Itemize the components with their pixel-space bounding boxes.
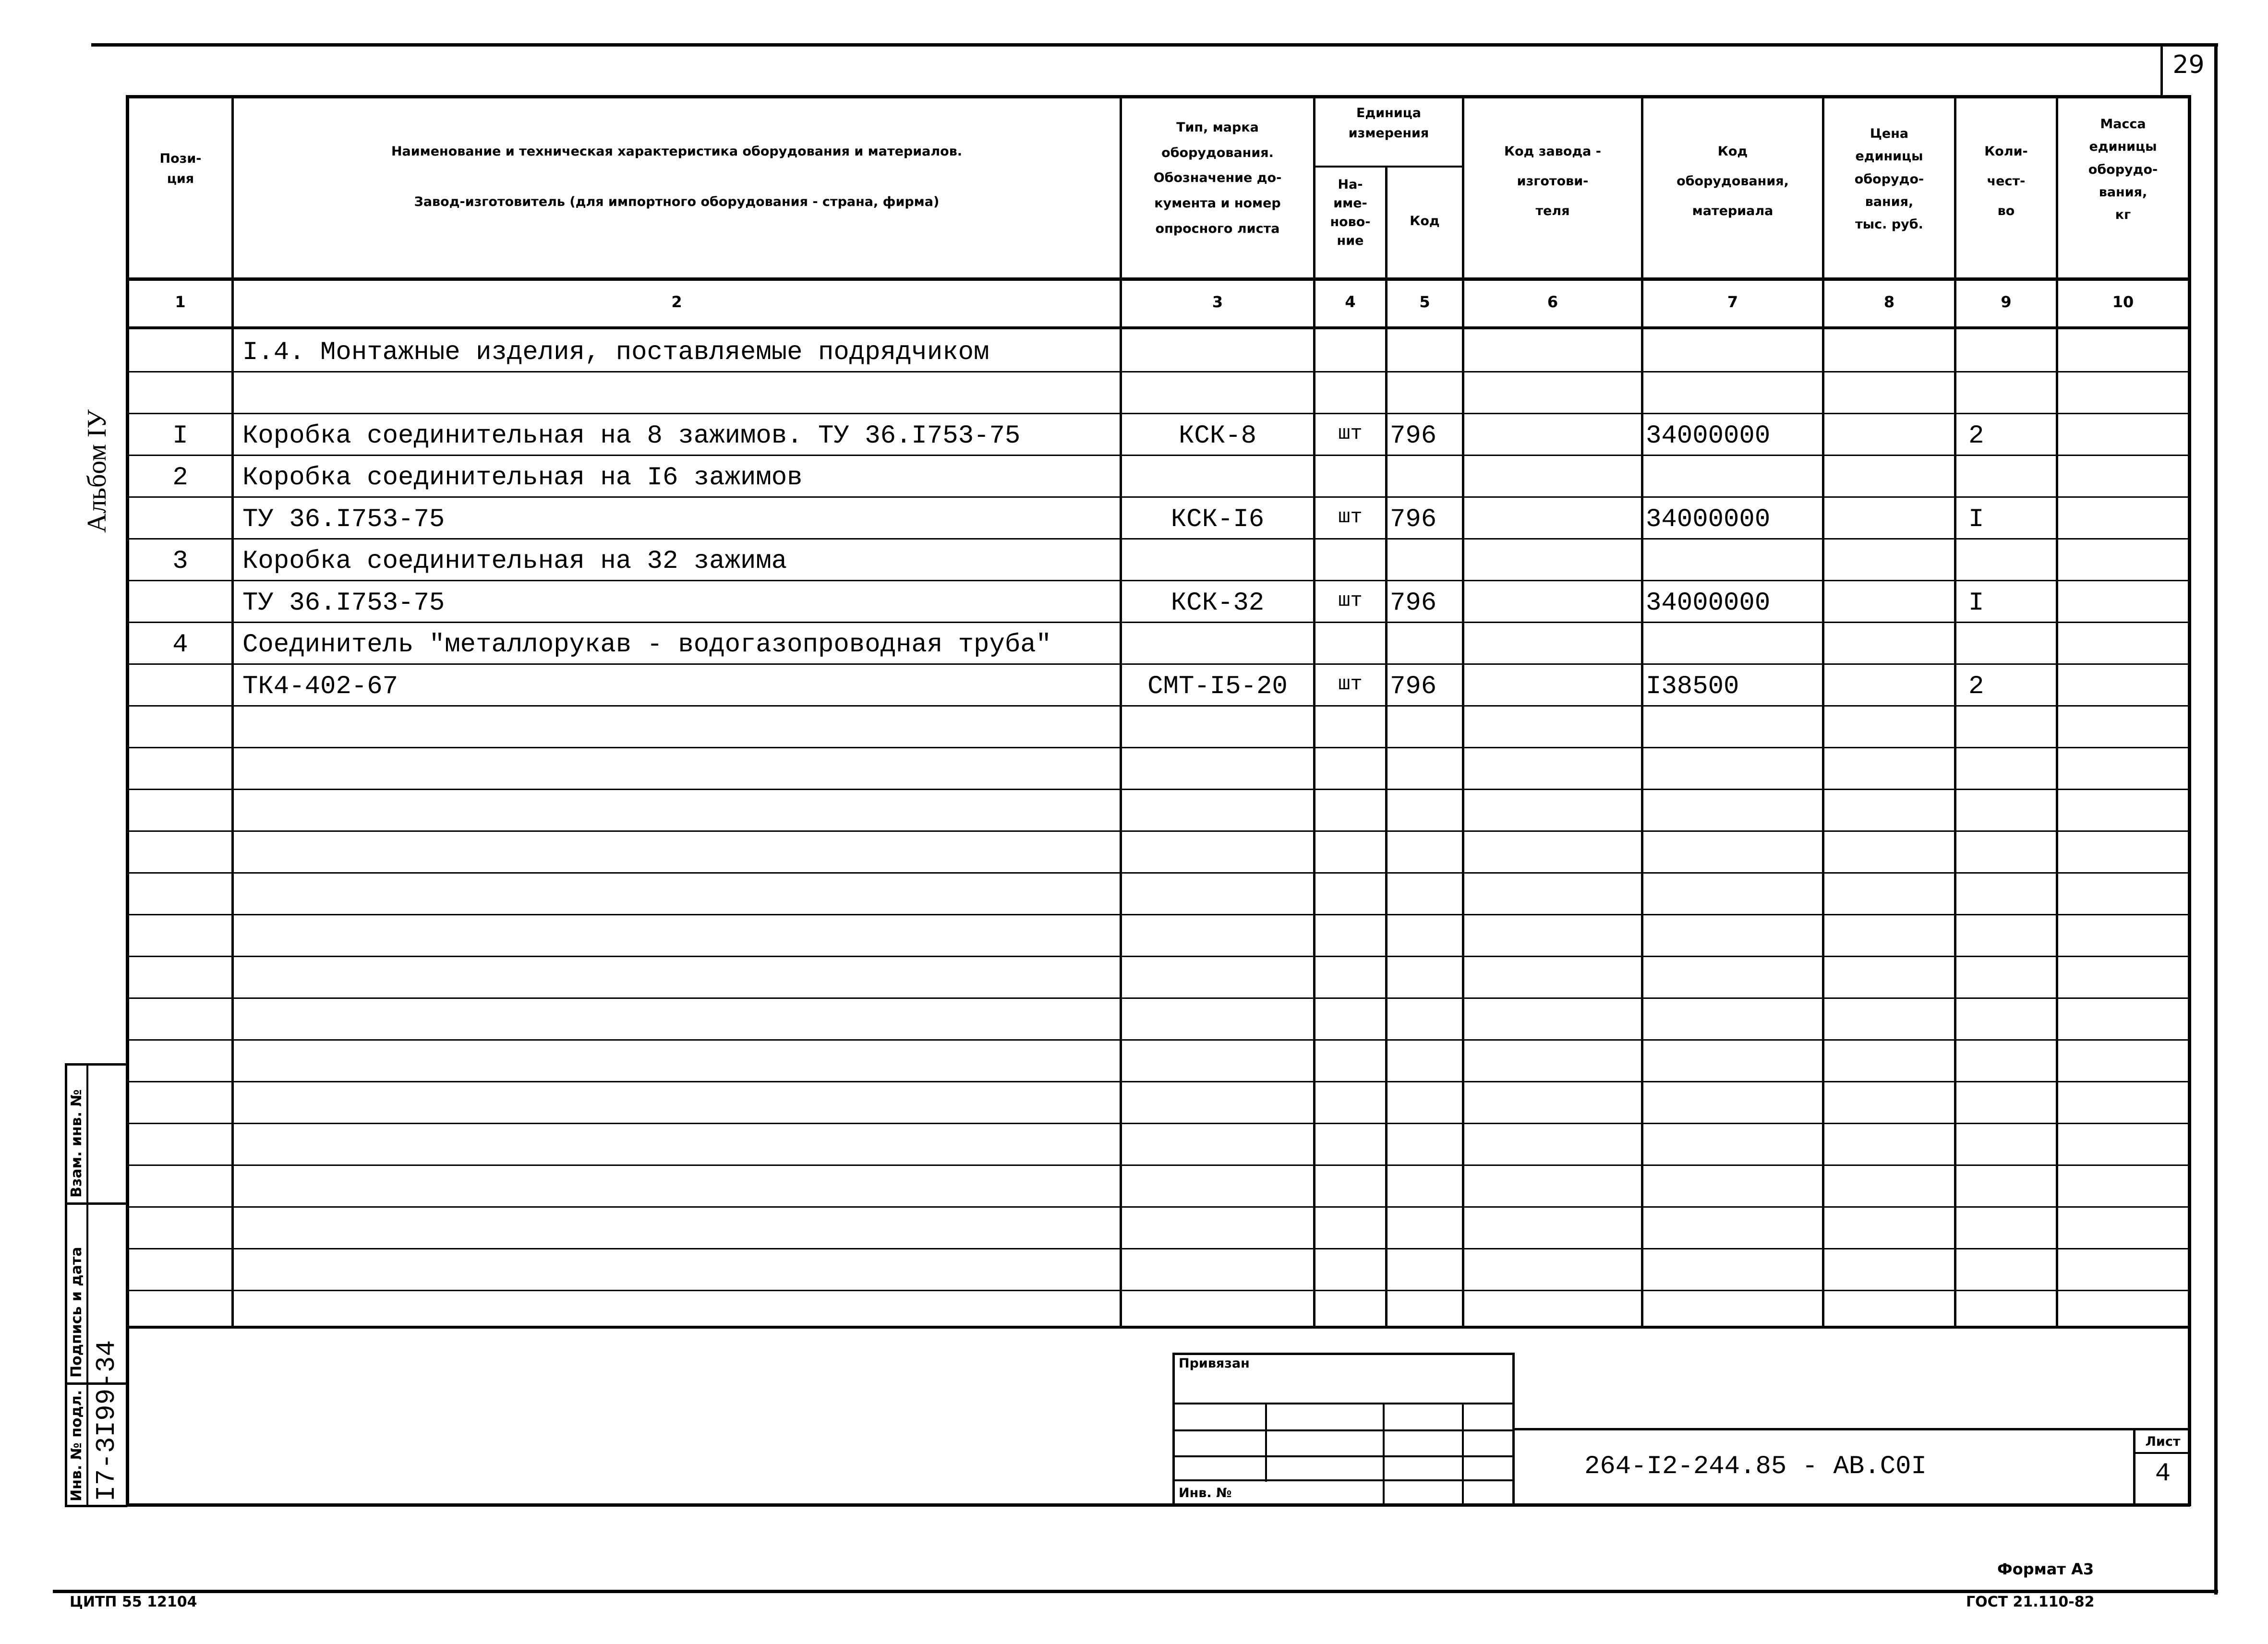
header-col-2-line-2: Завод-изготовитель (для импортного оборудования - страна, фирма) (414, 194, 940, 209)
row-cell-unit: шт (1338, 422, 1363, 445)
row-line (126, 580, 2190, 581)
col-number-8: 8 (1883, 293, 1895, 311)
row-cell-type: СМТ-I5-20 (1147, 672, 1288, 701)
album-label: Альбом IУ (82, 409, 112, 533)
header-unit-group: Единица измерения (1348, 106, 1429, 141)
row-line (126, 1039, 2190, 1041)
row-line (126, 1206, 2190, 1208)
row-cell-code: 796 (1390, 421, 1437, 451)
row-cell-pos: 4 (172, 630, 188, 660)
col-line-2 (1120, 95, 1122, 1329)
table-right-border (2188, 95, 2191, 1506)
row-cell-code: 796 (1390, 588, 1437, 618)
margin-box-inner-line (86, 1063, 88, 1507)
title-block-line (1512, 1428, 2190, 1430)
col-line-1 (231, 95, 234, 1329)
header-col-10: Масса единицы оборудо- вания, кг (2088, 117, 2158, 222)
row-cell-name: I.4. Монтажные изделия, поставляемые подрядчиком (242, 338, 989, 367)
header-col-5: Код (1410, 214, 1440, 228)
stamp-top-line (1172, 1353, 1513, 1355)
table-bottom-line (126, 1326, 2190, 1329)
col-number-10: 10 (2112, 293, 2134, 311)
row-cell-name: Коробка соединительная на 8 зажимов. ТУ 36.I753-75 (242, 421, 1021, 451)
row-cell-qty: I (1968, 588, 1984, 618)
col-line-8 (1954, 95, 1956, 1329)
frame-top-line (91, 43, 2218, 47)
header-col-3: Тип, марка оборудования. Обозначение до- кумента и номер опросного листа (1153, 120, 1282, 236)
row-cell-name: ТУ 36.I753-75 (242, 505, 445, 534)
row-cell-unit: шт (1338, 505, 1363, 528)
row-line (126, 538, 2190, 540)
col-number-2: 2 (671, 293, 682, 311)
col-number-3: 3 (1212, 293, 1223, 311)
table-header-bottom-line (126, 277, 2190, 281)
row-cell-name: Коробка соединительная на 32 зажима (242, 547, 787, 576)
row-cell-qty: 2 (1968, 672, 1984, 701)
col-number-6: 6 (1547, 293, 1558, 311)
header-col-7: Код оборудования, материала (1677, 144, 1789, 219)
row-line (126, 830, 2190, 832)
row-line (126, 914, 2190, 915)
margin-box-left (65, 1063, 67, 1507)
header-col-8: Цена единицы оборудо- вания, тыс. руб. (1854, 126, 1924, 232)
col-number-4: 4 (1345, 293, 1356, 311)
col-line-3 (1313, 95, 1315, 1329)
sheet-label: Лист (2145, 1434, 2181, 1449)
row-line (126, 413, 2190, 414)
col-line-6 (1641, 95, 1643, 1329)
privyazan-label: Привязан (1179, 1356, 1250, 1371)
header-col-6: Код завода - изготови- теля (1504, 144, 1601, 219)
stamp-col-3 (1462, 1403, 1464, 1506)
vzam-inv-label: Взам. инв. № (68, 1089, 85, 1198)
row-cell-code: 796 (1390, 505, 1437, 534)
header-col-9: Коли- чест- во (1984, 144, 2028, 219)
stamp-col-1 (1265, 1403, 1267, 1482)
unit-group-divider (1313, 166, 1462, 168)
row-cell-code: 796 (1390, 672, 1437, 701)
row-line (126, 496, 2190, 498)
row-line (126, 1290, 2190, 1291)
row-line (126, 622, 2190, 623)
row-line (126, 455, 2190, 456)
row-cell-name: Соединитель "металлорукав - водогазопроводная труба" (242, 630, 1052, 660)
header-col-1: Пози- ция (159, 151, 202, 186)
row-cell-type: КСК-32 (1170, 588, 1265, 618)
row-line (126, 371, 2190, 372)
row-cell-mcode: 34000000 (1646, 421, 1771, 451)
row-cell-mcode: I38500 (1646, 672, 1739, 701)
row-cell-name: ТК4-402-67 (242, 672, 398, 701)
row-line (126, 789, 2190, 790)
col-number-9: 9 (2001, 293, 2012, 311)
stamp-col-2 (1383, 1403, 1385, 1506)
inv-podl-label: Инв. № подл. (68, 1390, 85, 1501)
table-numbers-bottom-line (126, 326, 2190, 329)
document-code: 264-I2-244.85 - АВ.С0I (1584, 1452, 1927, 1481)
header-col-4: На- име- ново- ние (1330, 177, 1371, 249)
sheet-box-divider (2133, 1452, 2190, 1454)
stamp-bottom-line (126, 1503, 2190, 1507)
row-cell-pos: 3 (172, 547, 188, 576)
row-cell-mcode: 34000000 (1646, 505, 1771, 534)
row-cell-unit: шт (1338, 672, 1363, 696)
col-line-9 (2056, 95, 2058, 1329)
row-cell-type: КСК-I6 (1170, 505, 1265, 534)
table-top-line (126, 95, 2190, 98)
footer-left: ЦИТП 55 12104 (70, 1594, 197, 1610)
row-line (126, 1081, 2190, 1082)
row-line (126, 1164, 2190, 1166)
inv-number: I7-3I99-34 (91, 1340, 122, 1501)
frame-bottom-line (53, 1590, 2218, 1593)
stamp-inv-label: Инв. № (1179, 1486, 1232, 1500)
row-cell-unit: шт (1338, 589, 1363, 612)
table-left-border (126, 95, 129, 1506)
row-line (126, 1123, 2190, 1124)
row-line (126, 663, 2190, 665)
row-line (126, 1248, 2190, 1249)
row-line (126, 872, 2190, 874)
row-cell-name: ТУ 36.I753-75 (242, 588, 445, 618)
row-cell-qty: I (1968, 505, 1984, 534)
frame-right-line (2214, 43, 2218, 1595)
row-line (126, 705, 2190, 707)
col-number-5: 5 (1419, 293, 1430, 311)
col-number-1: 1 (175, 293, 186, 311)
row-line (126, 997, 2190, 999)
header-col-2-line-1: Наименование и техническая характеристика оборудования и материалов. (391, 144, 963, 159)
margin-box-top (65, 1063, 127, 1066)
page-number: 29 (2172, 50, 2205, 79)
col-line-5 (1462, 95, 1464, 1329)
footer-gost: ГОСТ 21.110-82 (1966, 1594, 2095, 1610)
row-cell-mcode: 34000000 (1646, 588, 1771, 618)
col-number-7: 7 (1727, 293, 1738, 311)
row-cell-name: Коробка соединительная на I6 зажимов (242, 463, 803, 492)
row-cell-type: КСК-8 (1178, 421, 1257, 451)
row-line (126, 956, 2190, 957)
row-cell-qty: 2 (1968, 421, 1984, 451)
sheet-number: 4 (2155, 1459, 2171, 1488)
row-cell-pos: I (172, 421, 188, 451)
podpis-data-label: Подпись и дата (68, 1247, 85, 1378)
footer-format: Формат А3 (1997, 1560, 2094, 1578)
row-cell-pos: 2 (172, 463, 188, 492)
margin-box-div-1 (65, 1202, 127, 1205)
margin-box-bottom (65, 1505, 127, 1507)
row-line (126, 747, 2190, 748)
col-line-7 (1822, 95, 1824, 1329)
